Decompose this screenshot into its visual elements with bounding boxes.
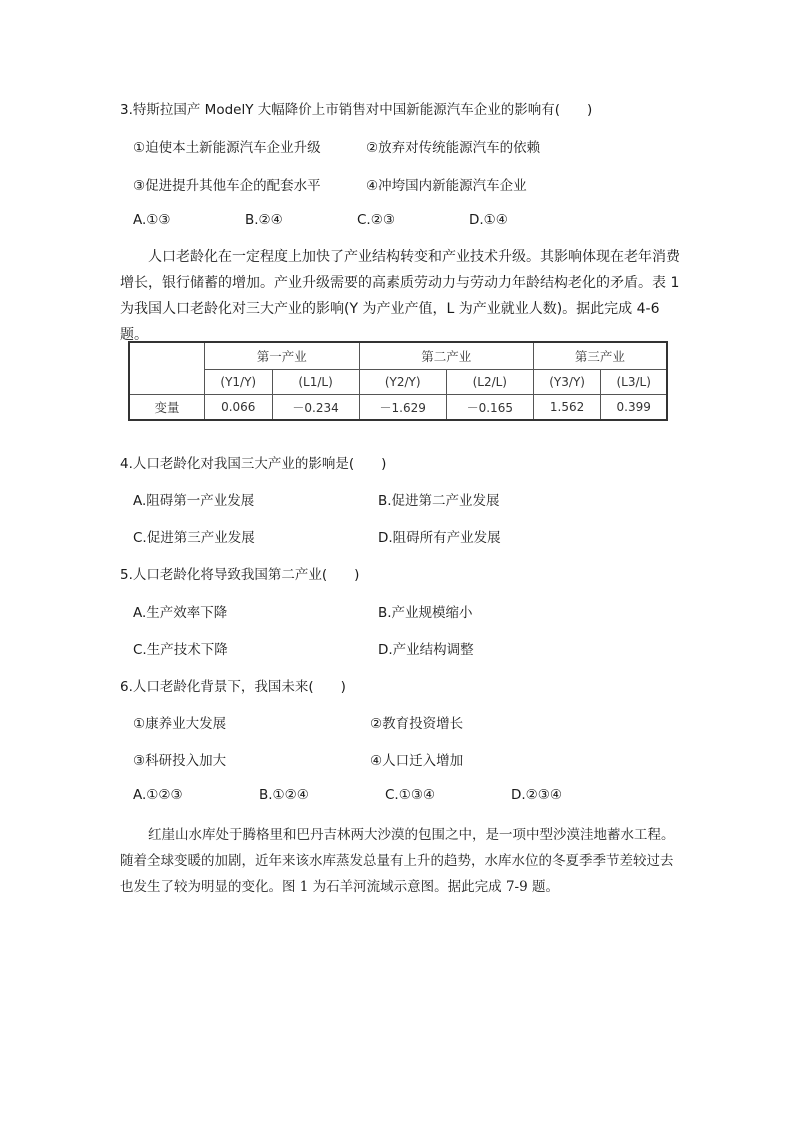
question-3-stem: 3.特斯拉国产 ModelY 大幅降价上市销售对中国新能源汽车企业的影响有( )	[120, 102, 593, 118]
q3-item-1: ①迫使本土新能源汽车企业升级	[133, 140, 321, 156]
table-subheader: (L2/L)	[446, 370, 533, 395]
q4-choice-d: D.阻碍所有产业发展	[378, 530, 501, 546]
q3-item-3: ③促进提升其他车企的配套水平	[133, 178, 321, 194]
q6-choice-a: A.①②③	[133, 787, 183, 803]
table-subheader: (L1/L)	[272, 370, 359, 395]
q6-choice-c: C.①③④	[385, 787, 436, 803]
table-cell: 1.562	[533, 395, 601, 421]
q4-choice-c: C.促进第三产业发展	[133, 530, 255, 546]
table-cell: －1.629	[359, 395, 446, 421]
q5-choice-a: A.生产效率下降	[133, 605, 228, 621]
q6-choice-b: B.①②④	[259, 787, 309, 803]
table-subheader: (L3/L)	[601, 370, 667, 395]
table-cell: －0.165	[446, 395, 533, 421]
q6-item-1: ①康养业大发展	[133, 716, 227, 732]
table-row-label: 变量	[129, 395, 205, 421]
question-4-stem: 4.人口老龄化对我国三大产业的影响是( )	[120, 456, 387, 472]
passage-reservoir	[120, 822, 680, 900]
q3-choice-b: B.②④	[245, 212, 283, 228]
table-group-primary: 第一产业	[205, 342, 360, 370]
table-cell: 0.066	[205, 395, 273, 421]
q6-item-4: ④人口迁入增加	[370, 753, 464, 769]
table-corner-cell	[129, 342, 205, 395]
q4-choice-a: A.阻碍第一产业发展	[133, 493, 255, 509]
passage-aging-text: 人口老龄化在一定程度上加快了产业结构转变和产业技术升级。其影响体现在老年消费增长，银行储蓄的增加。产业升级需要的高素质劳动力与劳动力年龄结构老化的矛盾。表 1 为我国人口老龄化对三大产业的影响(Y 为产业产值，L 为产业就业人数)。据此完成 4-6 题。	[120, 249, 680, 343]
table-subheader: (Y3/Y)	[533, 370, 601, 395]
table-subheader: (Y2/Y)	[359, 370, 446, 395]
q3-choice-a: A.①③	[133, 212, 171, 228]
q3-item-2: ②放弃对传统能源汽车的依赖	[366, 140, 541, 156]
table-group-secondary: 第二产业	[359, 342, 533, 370]
passage-reservoir-text: 红崖山水库处于腾格里和巴丹吉林两大沙漠的包围之中，是一项中型沙漠洼地蓄水工程。随着全球变暖的加剧，近年来该水库蒸发总量有上升的趋势，水库水位的冬夏季季节差较过去也发生了较为明显的变化。图 1 为石羊河流域示意图。据此完成 7-9 题。	[120, 827, 675, 895]
q6-choice-d: D.②③④	[511, 787, 562, 803]
q5-choice-c: C.生产技术下降	[133, 642, 228, 658]
q6-item-3: ③科研投入加大	[133, 753, 227, 769]
aging-impact-table	[128, 341, 668, 421]
q6-item-2: ②教育投资增长	[370, 716, 464, 732]
q3-item-4: ④冲垮国内新能源汽车企业	[366, 178, 527, 194]
table-cell: －0.234	[272, 395, 359, 421]
passage-aging	[120, 244, 680, 348]
table-subheader: (Y1/Y)	[205, 370, 273, 395]
q4-choice-b: B.促进第二产业发展	[378, 493, 500, 509]
q3-choice-d: D.①④	[469, 212, 508, 228]
table-cell: 0.399	[601, 395, 667, 421]
q3-choice-c: C.②③	[357, 212, 395, 228]
table-group-tertiary: 第三产业	[533, 342, 667, 370]
question-6-stem: 6.人口老龄化背景下，我国未来( )	[120, 679, 346, 695]
q5-choice-b: B.产业规模缩小	[378, 605, 473, 621]
question-5-stem: 5.人口老龄化将导致我国第二产业( )	[120, 567, 360, 583]
q5-choice-d: D.产业结构调整	[378, 642, 474, 658]
